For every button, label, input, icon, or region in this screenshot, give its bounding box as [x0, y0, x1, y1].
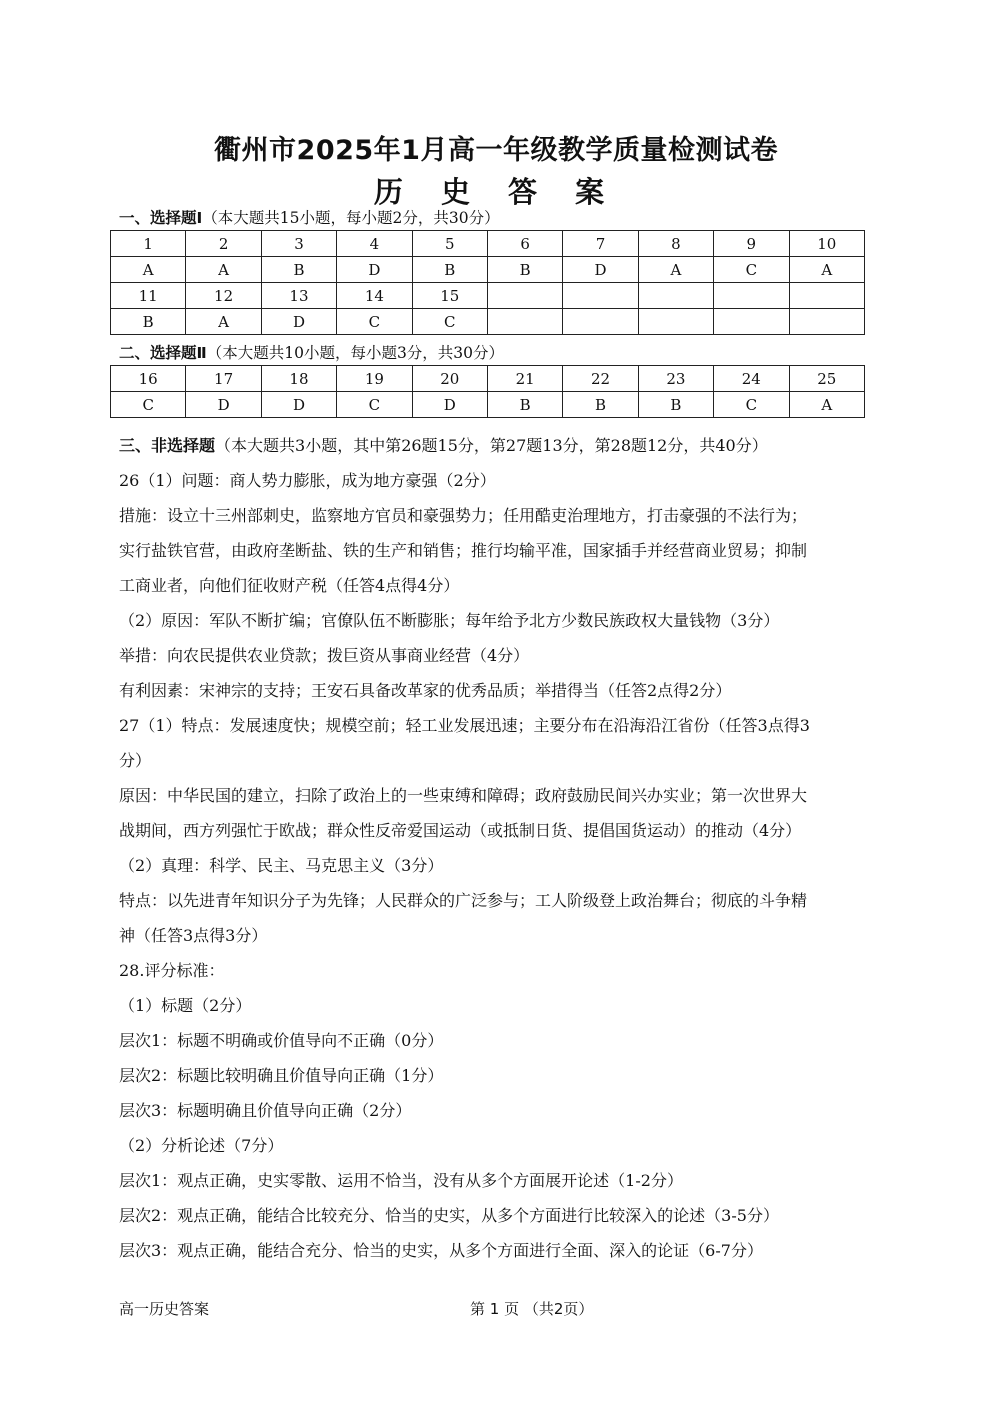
answer-line: 层次3：标题明确且价值导向正确（2分）	[119, 1101, 412, 1120]
answer-table-cell	[563, 283, 638, 309]
answer-table-cell	[487, 283, 562, 309]
answer-table-cell	[638, 309, 713, 335]
answer-table-cell: B	[563, 392, 638, 418]
answer-table-row	[111, 231, 865, 257]
answer-line: 27（1）特点：发展速度快；规模空前；轻工业发展迅速；主要分布在沿海沿江省份（任答3点得3	[119, 716, 810, 735]
answer-table-cell: C	[111, 392, 186, 418]
section3-heading: 三、非选择题	[119, 436, 216, 455]
answer-table-cell: B	[487, 257, 562, 283]
answer-body	[119, 428, 879, 1268]
answer-line: 分）	[119, 751, 152, 770]
page-subtitle: 历 史 答 案	[373, 175, 619, 209]
answer-line: 实行盐铁官营，由政府垄断盐、铁的生产和销售；推行均输平准，国家插手并经营商业贸易；抑制	[119, 541, 808, 560]
answer-table-cell: 2	[186, 231, 261, 257]
answer-table-cell: A	[638, 257, 713, 283]
answer-table-cell: 9	[714, 231, 789, 257]
answer-table-cell: 24	[714, 366, 789, 392]
answer-line: （2）原因：军队不断扩编；官僚队伍不断膨胀；每年给予北方少数民族政权大量钱物（3分）	[119, 611, 780, 630]
answer-table-cell: 17	[186, 366, 261, 392]
answer-table-cell: 5	[412, 231, 487, 257]
answer-table-cell: 11	[111, 283, 186, 309]
answer-lines	[119, 463, 879, 1268]
answer-line: 层次2：标题比较明确且价值导向正确（1分）	[119, 1066, 444, 1085]
answer-table-cell: 3	[261, 231, 336, 257]
answer-table-cell: 16	[111, 366, 186, 392]
answer-line: 层次3：观点正确，能结合充分、恰当的史实，从多个方面进行全面、深入的论证（6-7分）	[119, 1241, 763, 1260]
answer-line: 措施：设立十三州部刺史，监察地方官员和豪强势力；任用酷吏治理地方，打击豪强的不法行为；	[119, 506, 808, 525]
answer-line: （2）真理：科学、民主、马克思主义（3分）	[119, 856, 444, 875]
answer-line: 特点：以先进青年知识分子为先锋；人民群众的广泛参与；工人阶级登上政治舞台；彻底的斗争精	[119, 891, 808, 910]
section1-note: （本大题共15小题，每小题2分，共30分）	[202, 209, 500, 227]
answer-table-cell: 7	[563, 231, 638, 257]
footer-page-number: 第 1 页 （共2页）	[470, 1300, 594, 1318]
answer-table-cell: 15	[412, 283, 487, 309]
answer-table-cell: 14	[337, 283, 412, 309]
answer-table-cell: D	[563, 257, 638, 283]
answer-table-cell: 10	[789, 231, 864, 257]
answer-line: 神（任答3点得3分）	[119, 926, 268, 945]
answer-table-cell: 18	[261, 366, 336, 392]
answer-table-cell: 23	[638, 366, 713, 392]
answer-table-row	[111, 309, 865, 335]
answer-table-cell	[714, 283, 789, 309]
answer-table-cell: A	[789, 392, 864, 418]
answer-table-cell: A	[111, 257, 186, 283]
answer-table-row	[111, 257, 865, 283]
answer-table-cell: 21	[487, 366, 562, 392]
answer-table-cell: 13	[261, 283, 336, 309]
answer-table-2	[110, 365, 865, 418]
answer-line: 26（1）问题：商人势力膨胀，成为地方豪强（2分）	[119, 471, 496, 490]
answer-table-cell: C	[714, 392, 789, 418]
answer-line: 有利因素：宋神宗的支持；王安石具备改革家的优秀品质；举措得当（任答2点得2分）	[119, 681, 732, 700]
answer-table-cell: C	[337, 392, 412, 418]
answer-line: 层次1：观点正确，史实零散、运用不恰当，没有从多个方面展开论述（1-2分）	[119, 1171, 683, 1190]
answer-table-cell: D	[261, 309, 336, 335]
answer-table-cell	[487, 309, 562, 335]
answer-table-cell	[789, 309, 864, 335]
answer-line: 层次1：标题不明确或价值导向不正确（0分）	[119, 1031, 444, 1050]
section2-heading-line	[119, 341, 504, 363]
answer-table-cell: 8	[638, 231, 713, 257]
answer-line: 工商业者，向他们征收财产税（任答4点得4分）	[119, 576, 460, 595]
answer-table-cell	[563, 309, 638, 335]
answer-table-cell: A	[186, 309, 261, 335]
section2-heading: 二、选择题Ⅱ	[119, 344, 207, 362]
answer-table-cell: B	[412, 257, 487, 283]
section1-heading: 一、选择题Ⅰ	[119, 209, 203, 227]
section2-note: （本大题共10小题，每小题3分，共30分）	[206, 344, 505, 362]
answer-table-cell: D	[186, 392, 261, 418]
answer-line: 层次2：观点正确，能结合比较充分、恰当的史实，从多个方面进行比较深入的论述（3-5分）	[119, 1206, 779, 1225]
answer-table-cell: D	[412, 392, 487, 418]
answer-table-row	[111, 283, 865, 309]
answer-line: 战期间，西方列强忙于欧战；群众性反帝爱国运动（或抵制日货、提倡国货运动）的推动（4分）	[119, 821, 802, 840]
answer-table-cell: D	[261, 392, 336, 418]
answer-line: 28.评分标准：	[119, 961, 225, 980]
answer-line: 原因：中华民国的建立，扫除了政治上的一些束缚和障碍；政府鼓励民间兴办实业；第一次世界大	[119, 786, 808, 805]
answer-table-cell: C	[412, 309, 487, 335]
answer-table-cell: 19	[337, 366, 412, 392]
answer-table-cell: 6	[487, 231, 562, 257]
answer-line: 举措：向农民提供农业贷款；拨巨资从事商业经营（4分）	[119, 646, 530, 665]
answer-table-cell: A	[789, 257, 864, 283]
answer-table-cell: B	[261, 257, 336, 283]
answer-table-row	[111, 366, 865, 392]
answer-table-cell: 22	[563, 366, 638, 392]
section3-note: （本大题共3小题，其中第26题15分，第27题13分，第28题12分，共40分）	[215, 436, 768, 455]
page-title: 衢州市2025年1月高一年级教学质量检测试卷	[214, 135, 778, 166]
answer-table-cell: 20	[412, 366, 487, 392]
answer-table-cell: 25	[789, 366, 864, 392]
answer-table-cell	[714, 309, 789, 335]
answer-table-cell: C	[714, 257, 789, 283]
answer-table-cell: B	[487, 392, 562, 418]
answer-line: （1）标题（2分）	[119, 996, 252, 1015]
answer-table-cell: C	[337, 309, 412, 335]
section1-heading-line	[119, 206, 500, 228]
answer-table-cell: 1	[111, 231, 186, 257]
answer-table-cell: B	[638, 392, 713, 418]
answer-table-1	[110, 230, 865, 335]
footer-left: 高一历史答案	[119, 1300, 210, 1318]
answer-line: （2）分析论述（7分）	[119, 1136, 284, 1155]
answer-table-cell: B	[111, 309, 186, 335]
section3-heading-line	[119, 428, 879, 463]
answer-table-cell: A	[186, 257, 261, 283]
answer-table-cell: 12	[186, 283, 261, 309]
answer-table-row	[111, 392, 865, 418]
answer-table-cell	[789, 283, 864, 309]
answer-table-cell: D	[337, 257, 412, 283]
answer-table-cell: 4	[337, 231, 412, 257]
answer-table-cell	[638, 283, 713, 309]
